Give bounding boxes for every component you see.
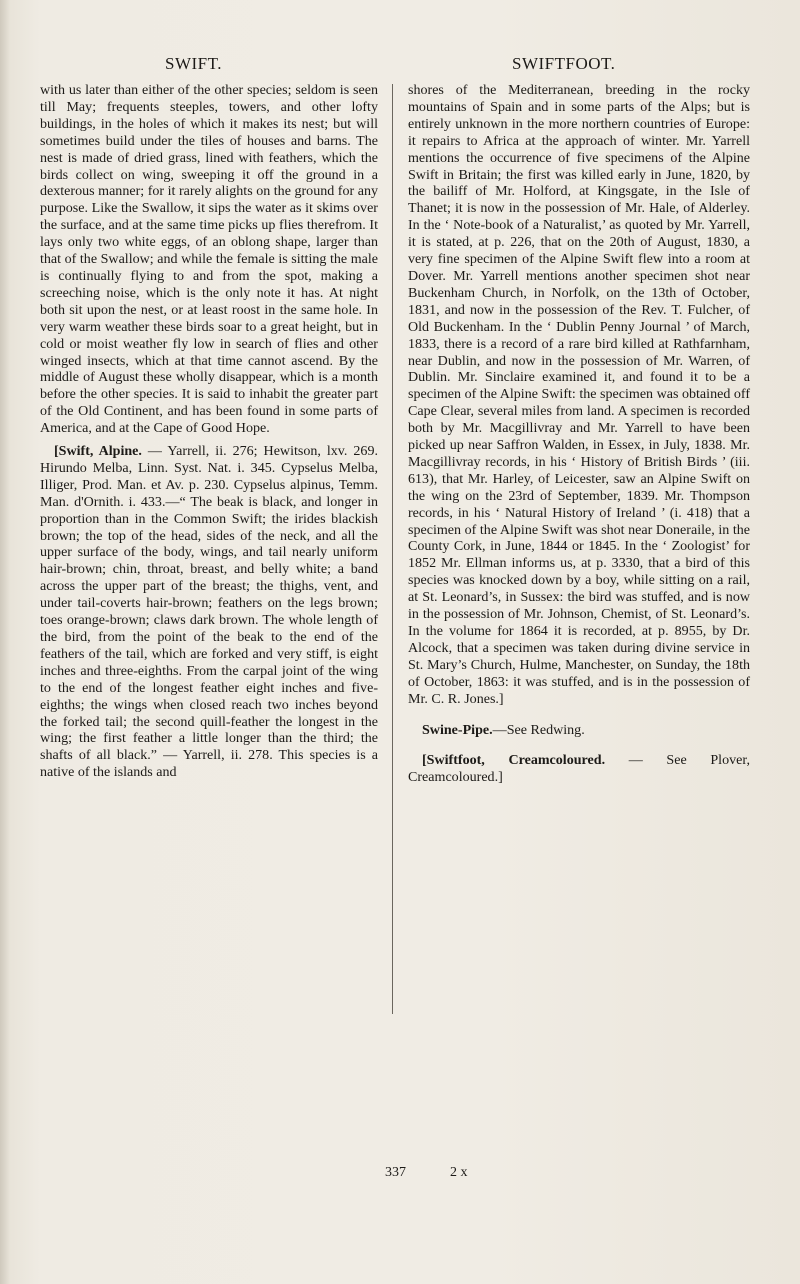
alpine-swift-entry-body: — Yarrell, ii. 276; Hewitson, lxv. 269. Hirundo Melba, Linn. Syst. Nat. i. 345. Cypselus Melba, Illiger, Prod. Man. et Av. p. 230. Cypselus alpinus, Temm. Man. d'Ornith. i. 433.—“ The beak is black, and longer in proportion than in the Common Swift; the irides blackish brown; the top of the head, sides of the neck, and all the upper surface of the body, wings, and tail nearly uniform hair-brown; chin, throat, breast, and belly white; a band across the upper part of the breast; the thighs, vent, and under tail-coverts hair-brown; feathers on the legs brown; toes orange-brown; claws dark brown. The whole length of the bird, from the point of the beak to the end of the feathers of the tail, which are forked and very stiff, is eight inches and three-eighths. From the carpal joint of the wing to the end of the longest feather eight inches and five-eighths; the wings when closed reach two inches beyond the forked tail; the second quill-feather the longest in the wing; the first feather a little longer than the third; the shafts of all black.” — Yarrell, ii. 278. This species is a native of the islands and	[40, 443, 378, 781]
swine-pipe-entry	[408, 722, 750, 739]
swine-pipe-entry-body: —See Redwing.	[492, 721, 585, 738]
swine-pipe-entry-head: Swine-Pipe.	[422, 721, 493, 738]
swift-description-paragraph: with us later than either of the other species; seldom is seen till May; frequents steeples, towers, and other lofty buildings, in the holes of which it makes its nest; but will sometimes build under the tiles of houses and barns. The nest is made of dried grass, lined with feathers, which the birds collect on wing, sweeping it off the ground in a dexterous manner; for it rarely alights on the ground for any purpose. Like the Swallow, it sips the water as it skims over the surface, and at the same time picks up flies therefrom. It lays only two white eggs, of an oblong shape, larger than that of the Swallow; and while the female is sitting the male is continually flying to and from the spot, making a screeching noise, which is the only note it has. At night both sit upon the nest, or at least roost in the same hole. In very warm weather these birds soar to a great height, but in cold or moist weather fly low in search of flies and other winged insects, which at that time cannot ascend. By the middle of August these wholly disappear, which is a month before the other species. It is said to inhabit the greater part of the Old Continent, and has been found in some parts of America, and at the Cape of Good Hope.	[40, 82, 378, 437]
signature-mark: 2 x	[450, 1165, 468, 1180]
swiftfoot-entry	[408, 752, 750, 786]
alpine-swift-entry-head: [Swift, Alpine.	[54, 443, 142, 460]
page-number: 337	[385, 1165, 406, 1180]
running-head-right: SWIFTFOOT.	[512, 54, 616, 73]
left-column	[40, 82, 378, 787]
page-edge-shadow	[0, 0, 10, 1284]
swiftfoot-entry-body: — See Plover, Creamcoloured.]	[408, 752, 750, 786]
right-column	[408, 82, 750, 792]
column-divider	[392, 84, 393, 1014]
running-head-left: SWIFT.	[165, 54, 222, 73]
swiftfoot-entry-head: [Swiftfoot, Creamcoloured.	[422, 752, 606, 769]
alpine-swift-continuation: shores of the Mediterranean, breeding in the rocky mountains of Spain and in some parts of the Alps; but is entirely unknown in the more northern countries of Europe: it repairs to Africa at the approach of winter. Mr. Yarrell mentions the occurrence of five specimens of the Alpine Swift in Britain; the first was killed early in June, 1820, by the bailiff of Mr. Holford, at Kingsgate, in the Isle of Thanet; it is now in the possession of Mr. Hale, of Alderley. In the ‘ Note-book of a Naturalist,’ as quoted by Mr. Yarrell, it is stated, at p. 226, that on the 20th of August, 1830, a very fine specimen of the Alpine Swift flew into a room at Dover. Mr. Yarrell mentions another specimen shot near Buckenham Church, in Norfolk, on the 13th of October, 1831, and now in the possession of the Rev. T. Fulcher, of Old Buckenham. In the ‘ Dublin Penny Journal ’ of March, 1833, there is a record of a rare bird killed at Rathfarnham, near Dublin, and now in the possession of Mr. Warren, of Dublin. Mr. Sinclaire examined it, and found it to be a specimen of the Alpine Swift: the specimen was obtained off Cape Clear, several miles from land. A specimen is recorded both by Mr. Macgillivray and Mr. Yarrell to have been picked up near Saffron Walden, in Essex, in July, 1838. Mr. Macgillivray records, in his ‘ History of British Birds ’ (iii. 613), that Mr. Harley, of Leicester, saw an Alpine Swift on the wing on the 23rd of September, 1839. Mr. Thompson records, in his ‘ Natural History of Ireland ’ (i. 418) that a specimen of the Alpine Swift was shot near Doneraile, in the County Cork, in June, 1844 or 1845. In the ‘ Zoologist’ for 1852 Mr. Ellman informs us, at p. 3330, that a bird of this species was knocked down by a boy, while sitting on a rail, at St. Leonard’s, in Sussex: the bird was stuffed, and is now in the possession of Mr. Johnson, Chemist, of St. Leonard’s. In the volume for 1864 it is recorded, at p. 8955, by Dr. Alcock, that a specimen was taken during divine service in St. Mary’s Church, Hulme, Manchester, on Sunday, the 18th of October, 1863: it was stuffed, and is in the possession of Mr. C. R. Jones.]	[408, 82, 750, 707]
alpine-swift-entry	[40, 443, 378, 781]
